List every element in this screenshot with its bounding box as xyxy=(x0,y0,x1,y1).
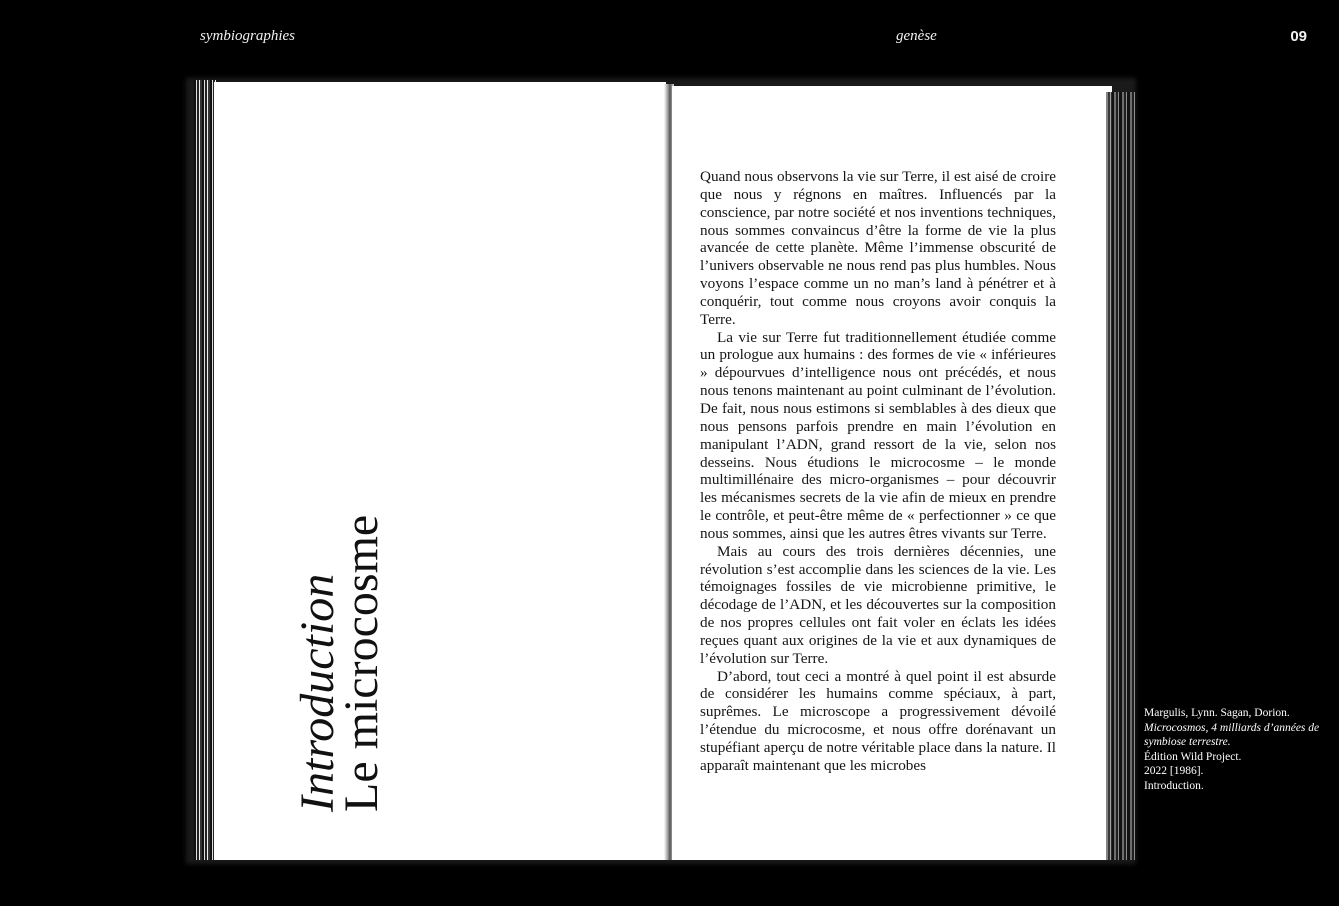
book-left-page xyxy=(214,82,666,860)
header-left-title: symbiographies xyxy=(200,28,295,44)
paragraph: Mais au cours des trois dernières décennies, une révolution s’est accomplie dans les sciences de la vie. Les témoignages fossiles de vie microbienne primitive, le décodage de l’ADN, et les découvertes sur la composition de nos propres cellules ont fait voler en éclats les idées reçues quant aux origines de la vie et aux dynamiques de l’évolution sur Terre. xyxy=(700,542,1056,667)
paragraph: Quand nous observons la vie sur Terre, il est aisé de croire que nous y régnons en maîtres. Influencés par la conscience, par notre société et nos inventions techniques, nous sommes convaincus d’être la forme de vie la plus avancée de cette planète. Même l’immense obscurité de l’univers observable ne nous rend pas plus humbles. Nous voyons l’espace comme un no man’s land à pénétrer et à conquérir, tout comme nous croyons avoir conquis la Terre. xyxy=(700,168,1056,328)
chapter-title-line2: Le microcosme xyxy=(335,514,388,812)
paragraph: D’abord, tout ceci a montré à quel point il est absurde de considérer les humains comme spéciaux, à part, suprêmes. Le microscope a progressivement dévoilé l’étendue du microcosme, et nous offre dorénavant un stupéfiant aperçu de notre véritable place dans la nature. Il apparaît maintenant que les microbes xyxy=(700,667,1056,774)
caption-book-title: Microcosmos, 4 milliards d’années de symbiose terrestre. xyxy=(1144,721,1320,748)
caption-year: 2022 [1986]. xyxy=(1144,765,1204,777)
header-center-title: genèse xyxy=(896,28,937,44)
chapter-body xyxy=(700,168,1056,775)
source-caption xyxy=(1144,706,1320,793)
chapter-title xyxy=(291,514,388,812)
book-left-edge xyxy=(194,80,216,860)
chapter-title-line1: Introduction xyxy=(291,573,344,812)
book-right-edge xyxy=(1106,92,1136,860)
paragraph: La vie sur Terre fut traditionnellement étudiée comme un prologue aux humains : des formes de vie « inférieures » dépourvues d’intelligence nous ont précédés, et nous nous tenons maintenant au point culminant de l’évolution. De fait, nous nous estimons si semblables à des dieux que nous pensons parfois prendre en main l’évolution en manipulant l’ADN, grand ressort de la vie, selon nos desseins. Nous étudions le microcosme – le monde multimillénaire des micro-organismes – pour découvrir les mécanismes secrets de la vie afin de mieux en prendre le contrôle, et peut-être même de « perfectionner » ce que nous sommes, ainsi que les autres êtres vivants sur Terre. xyxy=(700,328,1056,542)
caption-authors: Margulis, Lynn. Sagan, Dorion. xyxy=(1144,707,1290,719)
caption-section: Introduction. xyxy=(1144,779,1204,792)
caption-publisher: Édition Wild Project. xyxy=(1144,750,1242,763)
page-number: 09 xyxy=(1290,28,1307,45)
